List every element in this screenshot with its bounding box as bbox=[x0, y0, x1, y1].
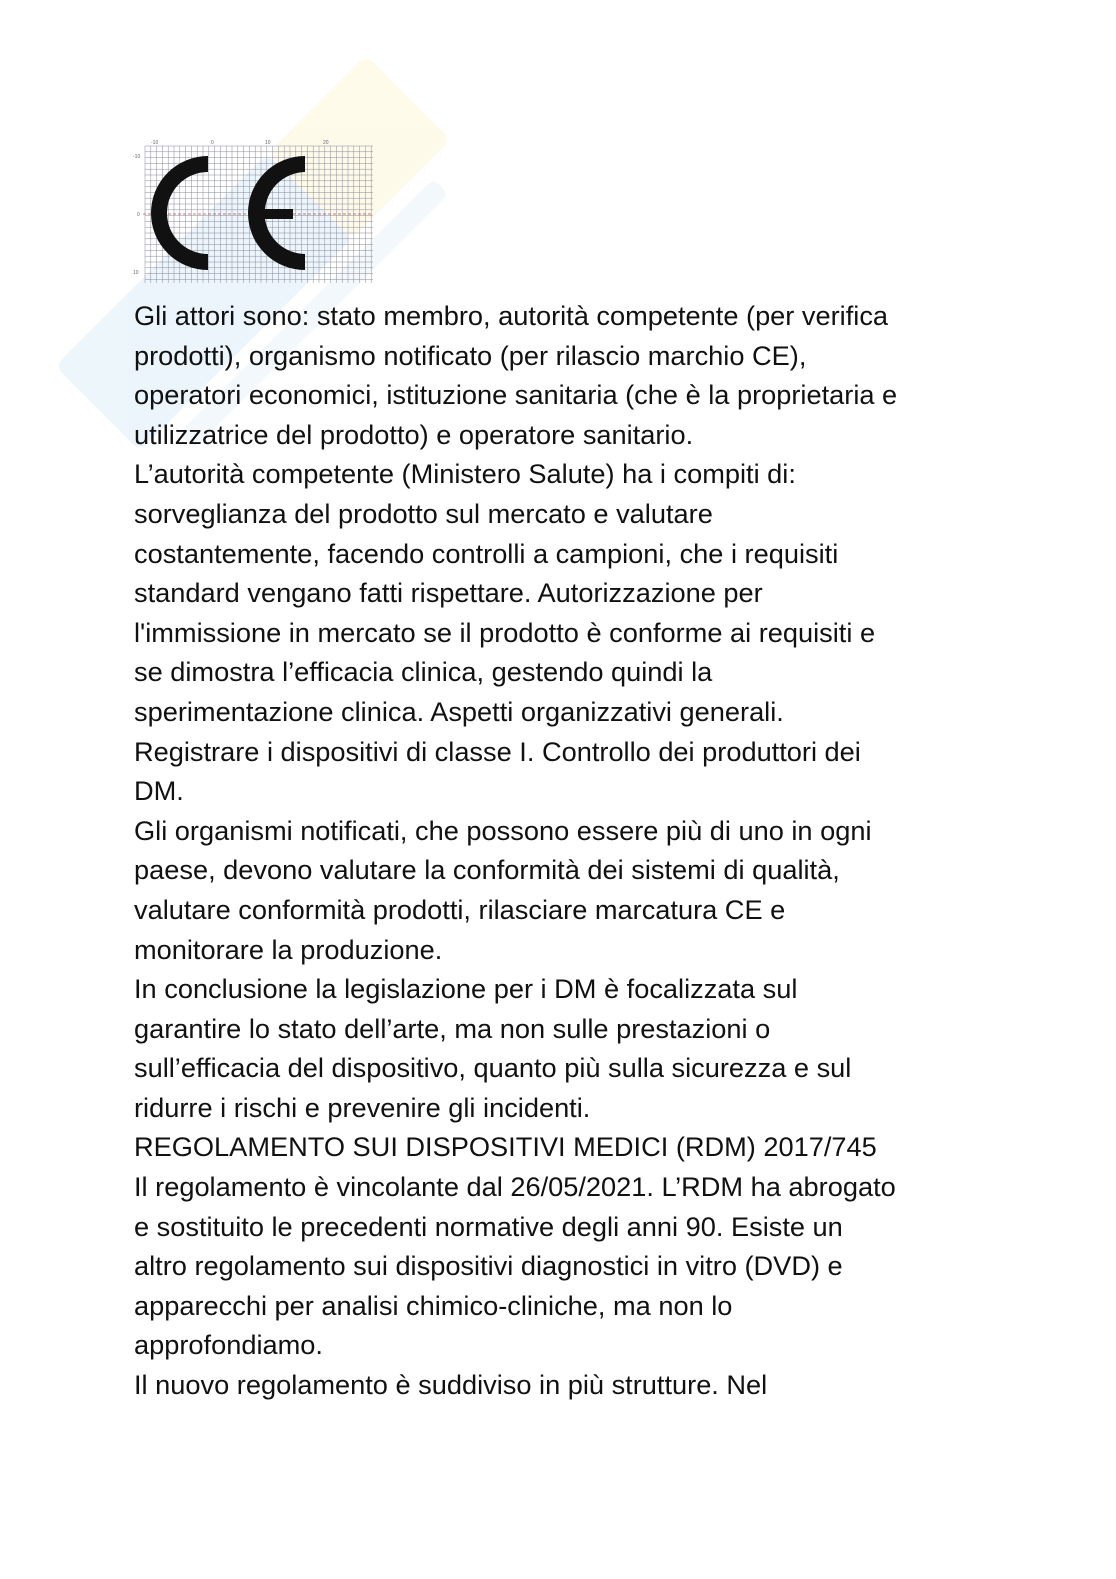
text-line: paese, devono valutare la conformità dei sistemi di qualità, bbox=[134, 854, 840, 886]
text-line: apparecchi per analisi chimico-cliniche, ma non lo bbox=[134, 1289, 733, 1321]
text-line: ridurre i rischi e prevenire gli incidenti. bbox=[134, 1091, 591, 1123]
text-line: Il regolamento è vincolante dal 26/05/2021. L’RDM ha abrogato bbox=[134, 1171, 896, 1203]
text-line: standard vengano fatti rispettare. Autorizzazione per bbox=[134, 577, 763, 609]
text-line: sull’efficacia del dispositivo, quanto più sulla sicurezza e sul bbox=[134, 1052, 852, 1084]
text-line: sorveglianza del prodotto sul mercato e valutare bbox=[134, 497, 713, 529]
ce-marking-logo bbox=[133, 138, 381, 286]
document-body bbox=[134, 296, 897, 1405]
text-line: garantire lo stato dell’arte, ma non sulle prestazioni o bbox=[134, 1012, 771, 1044]
text-line: Il nuovo regolamento è suddiviso in più strutture. Nel bbox=[134, 1369, 768, 1401]
text-line: REGOLAMENTO SUI DISPOSITIVI MEDICI (RDM) 2017/745 bbox=[134, 1131, 877, 1163]
text-line: L’autorità competente (Ministero Salute) ha i compiti di: bbox=[134, 458, 796, 490]
text-line: altro regolamento sui dispositivi diagnostici in vitro (DVD) e bbox=[134, 1250, 843, 1282]
text-line: operatori economici, istituzione sanitaria (che è la proprietaria e bbox=[134, 379, 898, 411]
y-tick: 0 bbox=[137, 212, 140, 218]
y-tick: 10 bbox=[133, 270, 139, 276]
text-line: DM. bbox=[134, 775, 184, 807]
ce-letter-e bbox=[248, 156, 305, 270]
text-line: In conclusione la legislazione per i DM è focalizzata sul bbox=[134, 973, 798, 1005]
x-tick: -10 bbox=[151, 140, 159, 146]
text-line: e sostituito le precedenti normative degli anni 90. Esiste un bbox=[134, 1210, 843, 1242]
x-tick: 10 bbox=[265, 140, 271, 146]
text-line: approfondiamo. bbox=[134, 1329, 323, 1361]
text-line: Gli attori sono: stato membro, autorità competente (per verifica bbox=[134, 300, 889, 331]
text-line: valutare conformità prodotti, rilasciare marcatura CE e bbox=[134, 893, 786, 925]
text-line: costantemente, facendo controlli a campioni, che i requisiti bbox=[134, 537, 839, 569]
text-line: Gli organismi notificati, che possono essere più di uno in ogni bbox=[134, 814, 872, 846]
ce-letter-c bbox=[151, 156, 208, 270]
text-line: l'immissione in mercato se il prodotto è conforme ai requisiti e bbox=[134, 616, 876, 648]
text-line: sperimentazione clinica. Aspetti organizzativi generali. bbox=[134, 695, 784, 727]
text-line: monitorare la produzione. bbox=[134, 933, 443, 965]
y-tick: -10 bbox=[133, 154, 141, 160]
text-line: utilizzatrice del prodotto) e operatore sanitario. bbox=[134, 418, 694, 450]
text-line: se dimostra l’efficacia clinica, gestendo quindi la bbox=[134, 656, 713, 688]
x-tick: 20 bbox=[323, 140, 329, 146]
text-line: Registrare i dispositivi di classe I. Controllo dei produttori dei bbox=[134, 735, 861, 767]
text-line: prodotti), organismo notificato (per rilascio marchio CE), bbox=[134, 339, 807, 371]
x-tick: 0 bbox=[211, 140, 214, 146]
